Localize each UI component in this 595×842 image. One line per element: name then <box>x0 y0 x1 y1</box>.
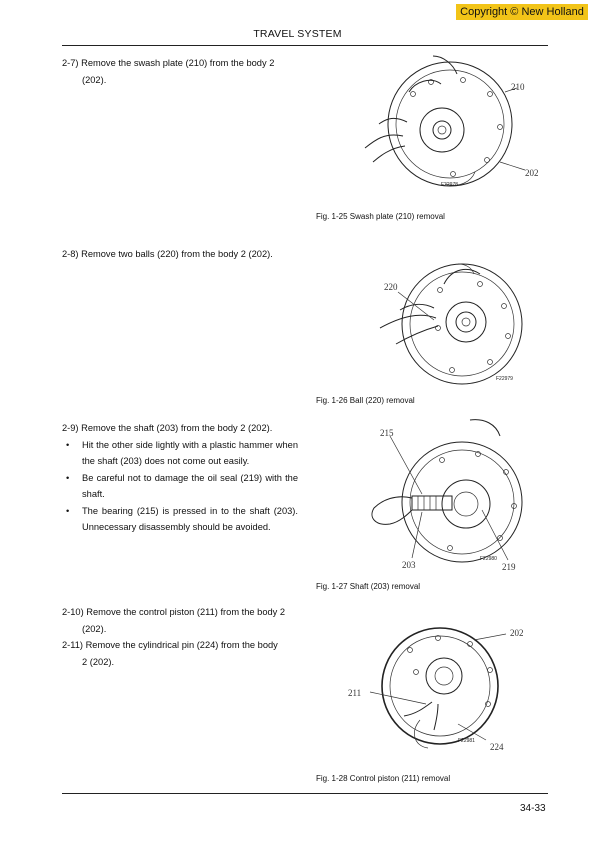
step-2-11 <box>62 637 298 670</box>
figure-code: F22980 <box>480 556 497 562</box>
figure-label: 202 <box>525 168 539 178</box>
figure-1-28 <box>340 612 540 758</box>
figure-label: 215 <box>380 428 394 438</box>
figure-code: F22979 <box>496 376 513 382</box>
copyright-badge: Copyright © New Holland <box>456 4 588 20</box>
step-text: 2-7) Remove the swash plate (210) from the body 2 <box>62 58 275 68</box>
step-text-cont: 2 (202). <box>82 656 115 667</box>
ball-removal-illustration <box>340 262 540 386</box>
figure-label: 224 <box>490 742 504 752</box>
figure-label: 203 <box>402 560 416 570</box>
step-2-8 <box>62 246 298 263</box>
figure-code: F22978 <box>441 182 458 188</box>
section-title: TRAVEL SYSTEM <box>253 28 342 40</box>
step-text: 2-8) Remove two balls (220) from the body 2 (202). <box>62 249 273 259</box>
figure-1-25 <box>335 52 555 200</box>
figure-code: F22981 <box>458 738 475 744</box>
bullet-item: • The bearing (215) is pressed in to the shaft (203). Unnecessary disassembly should be avoided. <box>62 503 298 536</box>
figure-1-26 <box>340 262 540 386</box>
figure-label: 219 <box>502 562 516 572</box>
figure-1-27 <box>360 414 540 574</box>
bullet-item: • Hit the other side lightly with a plastic hammer when the shaft (203) does not come out easily. <box>62 437 298 470</box>
figure-label: 211 <box>348 688 362 698</box>
page-number: 34-33 <box>520 803 546 814</box>
figure-caption: Fig. 1-26 Ball (220) removal <box>316 396 415 405</box>
swash-plate-illustration <box>335 52 555 200</box>
footer-rule <box>62 793 548 794</box>
figure-caption: Fig. 1-28 Control piston (211) removal <box>316 774 451 783</box>
shaft-removal-illustration <box>360 414 540 574</box>
step-text: 2-11) Remove the cylindrical pin (224) from the body <box>62 640 278 650</box>
bullet-item: • Be careful not to damage the oil seal (219) with the shaft. <box>62 470 298 503</box>
figure-label: 202 <box>510 628 524 638</box>
control-piston-illustration <box>340 612 540 758</box>
figure-label: 220 <box>384 282 398 292</box>
header-rule <box>62 45 548 46</box>
step-2-7 <box>62 55 298 88</box>
step-text: 2-10) Remove the control piston (211) from the body 2 <box>62 607 286 617</box>
step-text: 2-9) Remove the shaft (203) from the body 2 (202). <box>62 423 273 433</box>
figure-label: 210 <box>511 82 525 92</box>
figure-caption: Fig. 1-25 Swash plate (210) removal <box>316 212 445 221</box>
step-2-9-bullets <box>62 437 298 536</box>
step-text-cont: (202). <box>82 623 107 634</box>
step-text-cont: (202). <box>82 74 107 85</box>
figure-caption: Fig. 1-27 Shaft (203) removal <box>316 582 421 591</box>
step-2-9 <box>62 420 298 536</box>
step-2-10 <box>62 604 298 637</box>
